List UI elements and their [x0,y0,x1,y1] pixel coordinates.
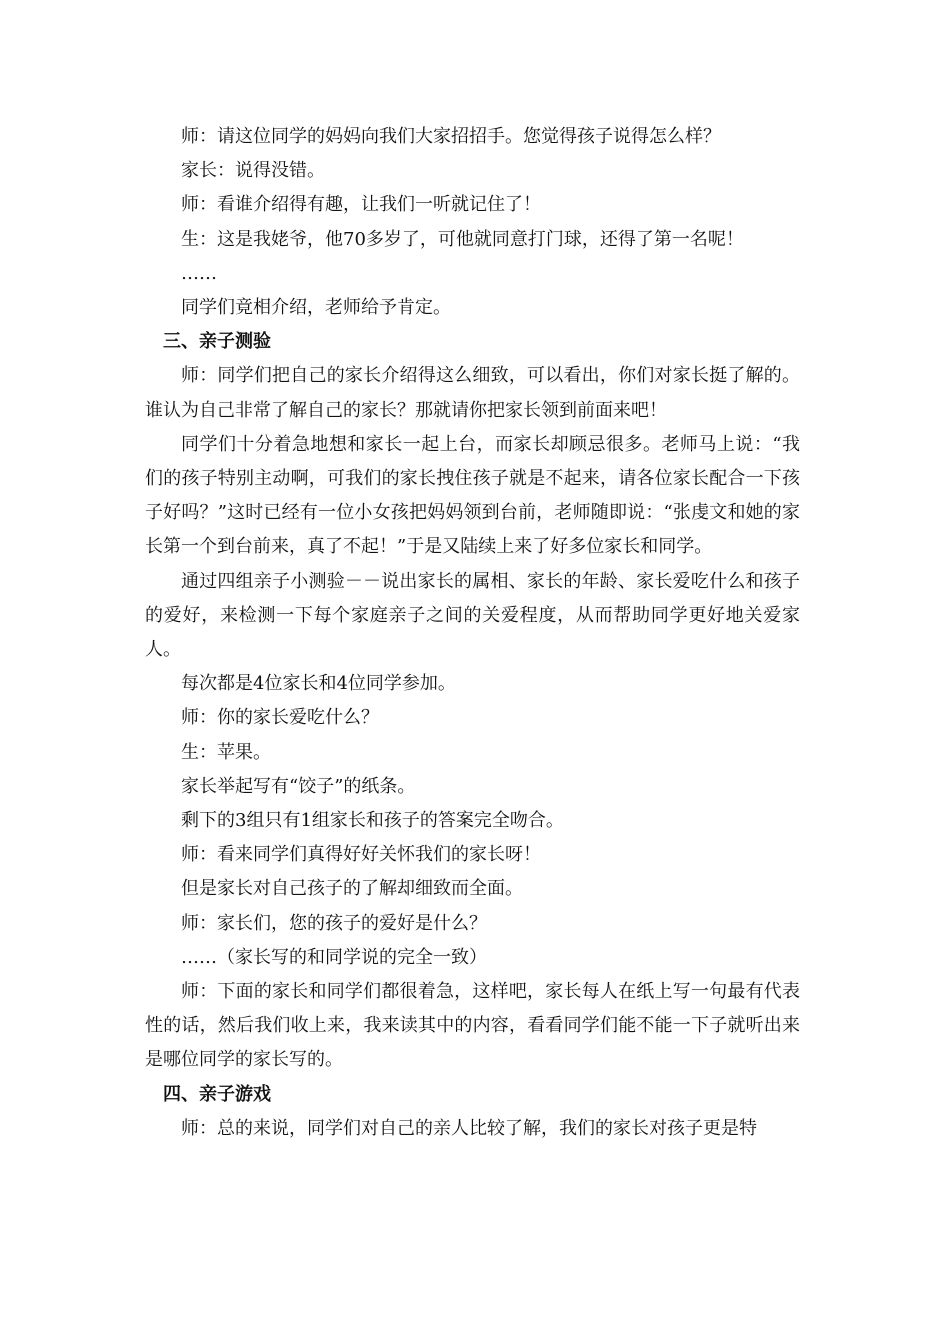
paragraph: 生：苹果。 [181,741,271,763]
paragraph: 每次都是4位家长和4位同学参加。 [181,673,456,695]
paragraph: 师：同学们把自己的家长介绍得这么细致，可以看出，你们对家长挺了解的。谁认为自己非常了解自己的家长？那就请你把家长领到前面来吧！ [145,365,800,421]
paragraph: 师：看来同学们真得好好关怀我们的家长呀！ [181,844,541,866]
paragraph: 家长举起写有“饺子”的纸条。 [181,775,416,797]
paragraph: 同学们竟相介绍，老师给予肯定。 [181,297,451,319]
paragraph: 师：请这位同学的妈妈向我们大家招招手。您觉得孩子说得怎么样？ [181,126,721,147]
paragraph: 同学们十分着急地想和家长一起上台，而家长却顾忌很多。老师马上说：“我们的孩子特别主动啊，可我们的家长拽住孩子就是不起来，请各位家长配合一下孩子好吗？”这时已经有一位小女孩把妈妈领到台前，老师随即说：“张虔文和她的家长第一个到台前来，真了不起！”于是又陆续上来了好多位家长和同学。 [145,433,800,558]
paragraph: 家长：说得没错。 [181,160,325,182]
paragraph: ……（家长写的和同学说的完全一致） [181,946,487,968]
paragraph: 通过四组亲子小测验－－说出家长的属相、家长的年龄、家长爱吃什么和孩子的爱好，来检测一下每个家庭亲子之间的关爱程度，从而帮助同学更好地关爱家人。 [145,570,800,661]
paragraph: 师：你的家长爱吃什么？ [181,707,379,729]
paragraph: 但是家长对自己孩子的了解却细致而全面。 [181,878,523,900]
section-heading: 四、亲子游戏 [163,1083,271,1105]
paragraph: 生：这是我姥爷，他70多岁了，可他就同意打门球，还得了第一名呢！ [181,228,744,250]
paragraph: 剩下的3组只有1组家长和孩子的答案完全吻合。 [181,810,564,832]
paragraph: …… [181,262,217,284]
paragraph: 师：看谁介绍得有趣，让我们一听就记住了！ [181,194,541,216]
paragraph: 师：总的来说，同学们对自己的亲人比较了解，我们的家长对孩子更是特 [181,1117,757,1139]
document-body [145,120,800,1146]
paragraph: 师：家长们，您的孩子的爱好是什么？ [181,912,487,934]
section-heading: 三、亲子测验 [163,331,271,353]
paragraph: 师：下面的家长和同学们都很着急，这样吧，家长每人在纸上写一句最有代表性的话，然后我们收上来，我来读其中的内容，看看同学们能不能一下子就听出来是哪位同学的家长写的。 [145,981,800,1071]
